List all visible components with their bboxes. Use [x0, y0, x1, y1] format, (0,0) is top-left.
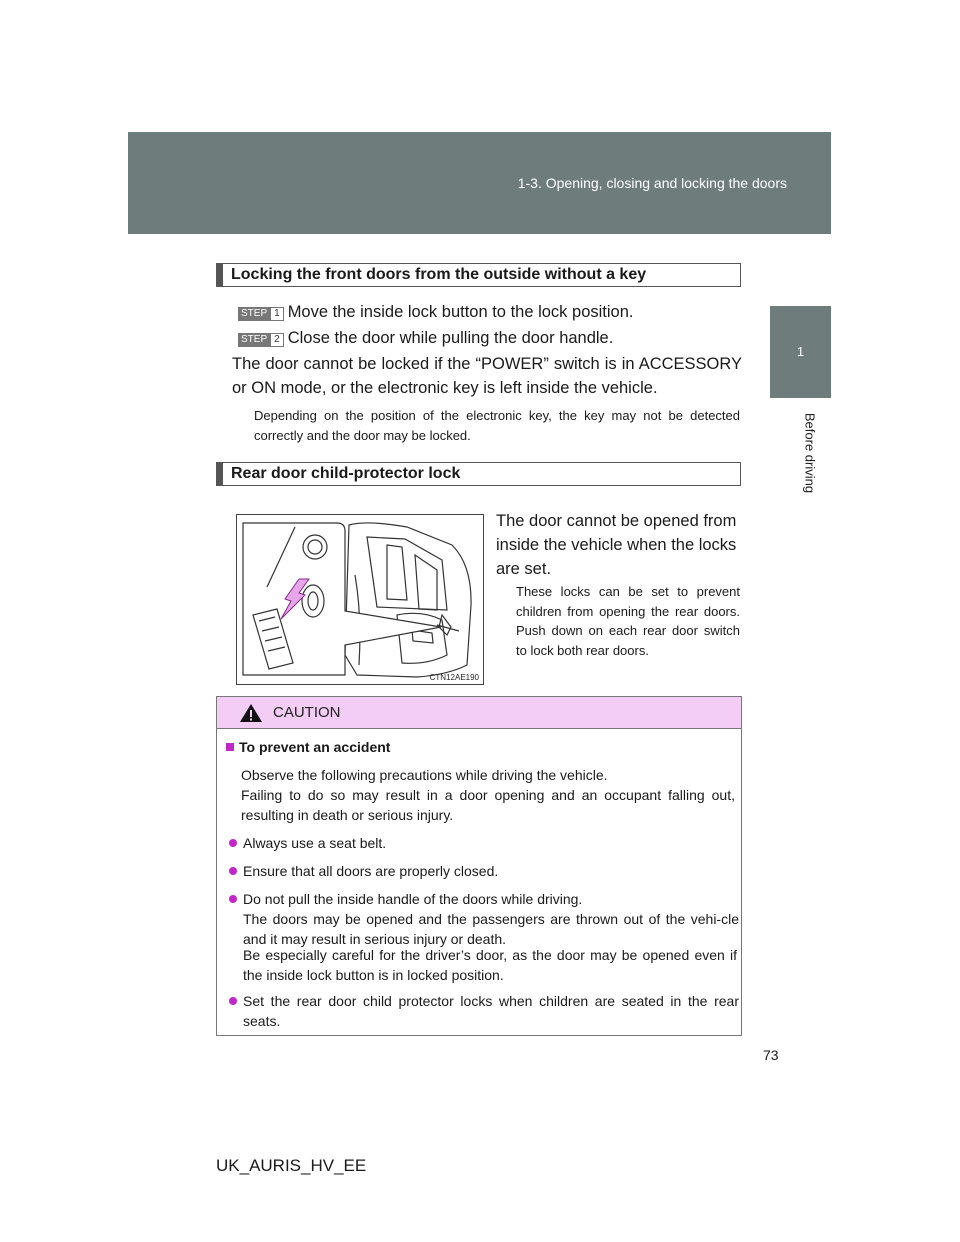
breadcrumb: 1-3. Opening, closing and locking the doors: [517, 175, 787, 191]
step-badge: STEP 1: [238, 307, 284, 321]
caution-title: CAUTION: [273, 704, 341, 721]
square-bullet-icon: [226, 743, 234, 751]
child-lock-note: These locks can be set to prevent children from opening the rear doors. Push down on each rear door switch to lock both rear doors.: [516, 584, 740, 658]
chapter-number: 1: [796, 344, 805, 359]
step-text: Move the inside lock button to the lock position.: [287, 303, 634, 321]
note-paragraph: Depending on the position of the electronic key, the key may not be detected correctly and the door may be locked.: [254, 408, 740, 443]
caution-bullet-3-extra: Be especially careful for the driver’s door, as the door may be opened even if the inside lock button is in locked position.: [243, 947, 737, 983]
step-text: Close the door while pulling the door handle.: [287, 329, 614, 347]
chapter-label: [800, 405, 820, 500]
caution-box: [216, 696, 742, 1036]
caution-bullet-4: Set the rear door child protector locks when children are seated in the rear seats.: [229, 991, 739, 1031]
section-heading-front-doors: Locking the front doors from the outside without a key: [216, 263, 741, 287]
child-lock-illustration: [236, 514, 484, 685]
chapter-tab[interactable]: [770, 306, 831, 398]
bullet-icon: [229, 997, 237, 1005]
chapter-label-text: Before driving: [802, 412, 818, 493]
bullet-icon: [229, 839, 237, 847]
bullet-icon: [229, 895, 237, 903]
child-lock-paragraph: The door cannot be opened from inside the vehicle when the locks are set.: [496, 512, 737, 578]
header-bar: [128, 132, 831, 234]
caution-intro: Observe the following precautions while driving the vehicle. Failing to do so may result in a door opening and an occupant falling out, resulting in death or serious injury.: [241, 767, 735, 823]
figure-code: CTN12AE190: [429, 673, 479, 682]
warning-icon: [239, 703, 263, 723]
step-1: [238, 302, 633, 322]
body-paragraph: The door cannot be locked if the “POWER” switch is in ACCESSORY or ON mode, or the electronic key is left inside the vehicle.: [232, 355, 742, 397]
step-badge: STEP 2: [238, 333, 284, 347]
caution-bullet-1: Always use a seat belt.: [229, 833, 729, 853]
caution-header: [217, 697, 741, 729]
caution-heading: To prevent an accident: [226, 737, 726, 757]
step-2: [238, 328, 613, 348]
caution-bullet-3: Do not pull the inside handle of the doors while driving. The doors may be opened and the passengers are thrown out of the vehi-cle and it may result in serious injury or death.: [229, 889, 739, 949]
page-number: 73: [763, 1047, 779, 1063]
bullet-icon: [229, 867, 237, 875]
section-heading-child-lock: Rear door child-protector lock: [216, 462, 741, 486]
door-lock-drawing: [237, 515, 483, 684]
caution-bullet-2: Ensure that all doors are properly closed.: [229, 861, 729, 881]
document-code: UK_AURIS_HV_EE: [216, 1156, 367, 1175]
